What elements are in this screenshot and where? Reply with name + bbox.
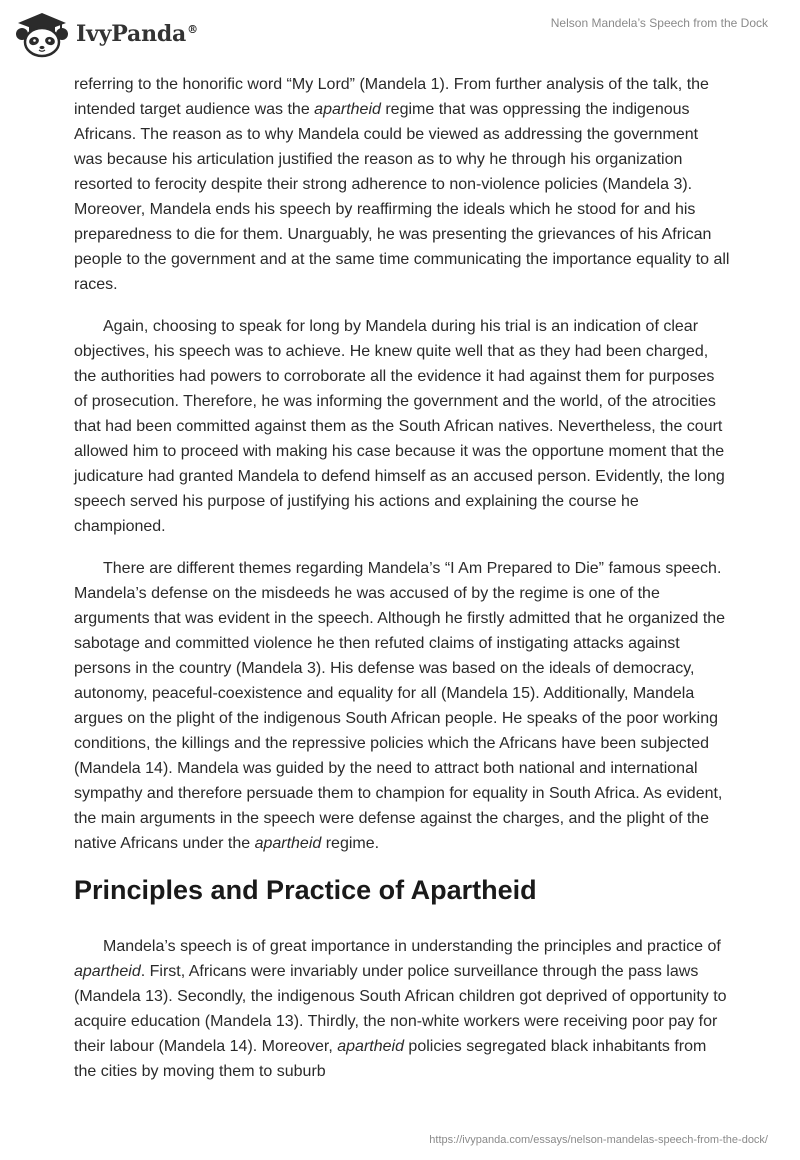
body-paragraph: [74, 934, 730, 1084]
paragraph-text: . First, Africans were invariably under police surveillance through the pass laws (Mandela 13). Secondly, the indigenous South African children got deprived of opportunity to acquire education (Mandela 13). Thirdly, the non-white workers were receiving poor pay for their labour (Mandela 14). Moreover,: [74, 963, 727, 1055]
section-heading: Principles and Practice of Apartheid: [74, 875, 537, 905]
paragraphs-after-heading: [74, 934, 730, 1084]
document-title: Nelson Mandela’s Speech from the Dock: [550, 16, 768, 30]
panda-graduate-logo-icon: [12, 10, 68, 58]
italic-term: apartheid: [337, 1038, 404, 1055]
paragraph-text: There are different themes regarding Mandela’s “I Am Prepared to Die” famous speech. Mandela’s defense on the misdeeds he was accused of by the regime is one of the arguments that was evident in the speech. Although he firstly admitted that he organized the sabotage and committed violence he then refuted claims of instigating attacks against persons in the country (Mandela 3). His defense was based on the ideals of democracy, autonomy, peaceful-coexistence and equality for all (Mandela 15). Additionally, Mandela argues on the plight of the indigenous South African people. He speaks of the poor working conditions, the killings and the repressive policies which the Africans have been subjected (Mandela 14). Mandela was guided by the need to attract both national and international sympathy and therefore persuade them to champion for equality in South Africa. As evident, the main arguments in the speech were defense against the charges, and the plight of the native Africans under the: [74, 560, 726, 852]
essay-body: [74, 72, 730, 1101]
paragraphs-before-heading: [74, 72, 730, 856]
italic-term: apartheid: [254, 835, 322, 852]
body-paragraph: [74, 72, 730, 297]
paragraph-text: Again, choosing to speak for long by Mandela during his trial is an indication of clear objectives, his speech was to achieve. He knew quite well that as they had been charged, the authorities had powers to corroborate all the evidence it had against them for purposes of prosecution. Therefore, he was informing the government and the world, of the atrocities that had been committed against them as the South African natives. Nevertheless, the court allowed him to proceed with making his case because it was the opportune moment that the judicature had granted Mandela to defend himself as an accused person. Evidently, the long speech served his purpose of justifying his actions and explaining the course he championed.: [74, 318, 725, 535]
brand-name: IvyPanda®: [76, 21, 198, 47]
paragraph-text: policies segregated black inhabitants from the cities by moving them to suburb: [74, 1038, 707, 1080]
paragraph-text: Mandela’s speech is of great importance in understanding the principles and practice of: [103, 938, 721, 955]
paragraph-text: regime.: [321, 835, 380, 852]
page-header: [0, 0, 800, 70]
italic-term: apartheid: [314, 101, 381, 118]
ivypanda-logo[interactable]: [12, 8, 198, 60]
paragraph-text: referring to the honorific word “My Lord” (Mandela 1). From further analysis of the talk, the intended target audience was the: [74, 76, 709, 118]
italic-term: apartheid: [74, 963, 141, 980]
paragraph-text: regime that was oppressing the indigenous Africans. The reason as to why Mandela could be viewed as addressing the government was because his articulation justified the reason as to why he through his organization resorted to ferocity despite their strong adherence to non-violence policies (Mandela 3). Moreover, Mandela ends his speech by reaffirming the ideals which he stood for and his preparedness to die for them. Unarguably, he was presenting the grievances of his African people to the government and at the same time communicating the importance equality to all races.: [74, 101, 730, 293]
body-paragraph: [74, 556, 730, 856]
body-paragraph: [74, 314, 730, 539]
source-url[interactable]: https://ivypanda.com/essays/nelson-mandelas-speech-from-the-dock/: [429, 1134, 768, 1146]
